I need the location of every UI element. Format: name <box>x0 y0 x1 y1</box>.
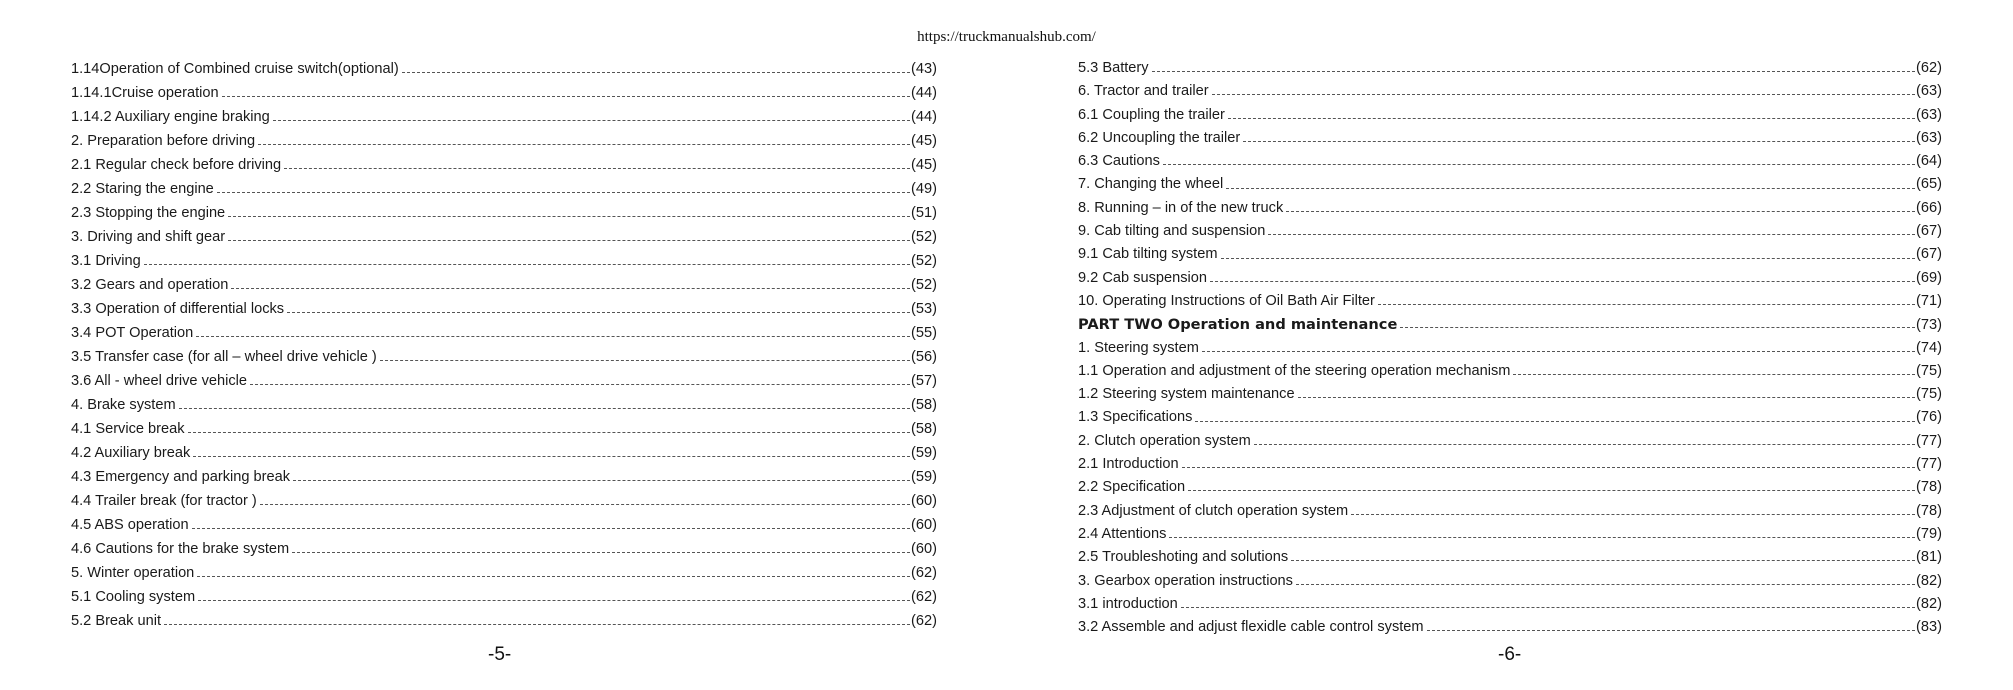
toc-entry-title: 4.2 Auxiliary break <box>71 445 191 461</box>
toc-entry-title: 6. Tractor and trailer <box>1078 83 1209 100</box>
toc-entry-title: 4.4 Trailer break (for tractor ) <box>71 493 257 509</box>
toc-entry-page: (67) <box>1916 223 1942 240</box>
toc-entry-title: 6.1 Coupling the trailer <box>1078 106 1225 123</box>
toc-entry <box>1078 430 1942 453</box>
dotted-leader <box>228 240 910 241</box>
dotted-leader <box>287 312 910 313</box>
dotted-leader <box>197 576 910 577</box>
dotted-leader <box>1202 351 1915 352</box>
toc-entry-page: (71) <box>1916 292 1942 309</box>
dotted-leader <box>273 120 910 121</box>
toc-entry-page: (45) <box>911 157 937 173</box>
toc-entry <box>1078 383 1942 406</box>
toc-entry <box>1078 360 1942 383</box>
toc-entry-page: (56) <box>911 349 937 365</box>
dotted-leader <box>293 480 910 481</box>
toc-entry <box>71 345 937 369</box>
toc-entry <box>1078 150 1942 173</box>
dotted-leader <box>402 72 910 73</box>
toc-entry-title: 1.14Operation of Combined cruise switch(optional) <box>71 61 399 77</box>
dotted-leader <box>1195 421 1915 422</box>
toc-entry <box>71 369 937 393</box>
toc-entry-page: (60) <box>911 493 937 509</box>
toc-entry-title: 2.2 Specification <box>1078 479 1186 496</box>
toc-entry-title: 2.3 Adjustment of clutch operation system <box>1078 502 1349 519</box>
dotted-leader <box>1212 94 1915 95</box>
toc-entry-title: 3.3 Operation of differential locks <box>71 301 285 317</box>
dotted-leader <box>1400 327 1915 328</box>
dotted-leader <box>1296 584 1915 585</box>
toc-entry <box>1078 593 1942 616</box>
toc-entry <box>1078 80 1942 103</box>
toc-entry <box>71 417 937 441</box>
toc-entry <box>1078 546 1942 569</box>
toc-entry-page: (51) <box>911 205 937 221</box>
toc-entry-page: (62) <box>911 565 937 581</box>
toc-entry-page: (45) <box>911 133 937 149</box>
toc-entry-page: (67) <box>1916 246 1942 263</box>
toc-entry <box>1078 127 1942 150</box>
toc-entry-page: (76) <box>1916 409 1942 426</box>
toc-entry-title: 10. Operating Instructions of Oil Bath Air Filter <box>1078 292 1375 309</box>
toc-entry-page: (74) <box>1916 339 1942 356</box>
toc-entry-title: 9. Cab tilting and suspension <box>1078 223 1266 240</box>
toc-entry <box>71 201 937 225</box>
toc-entry-title: 4.1 Service break <box>71 421 185 437</box>
toc-entry-page: (44) <box>911 109 937 125</box>
toc-entry-title: 3.2 Assemble and adjust flexidle cable control system <box>1078 619 1424 636</box>
toc-entry-page: (69) <box>1916 269 1942 286</box>
toc-entry-title: 6.3 Cautions <box>1078 153 1160 170</box>
toc-entry-page: (58) <box>911 421 937 437</box>
toc-entry-title: 2.3 Stopping the engine <box>71 205 226 221</box>
dotted-leader <box>1298 397 1915 398</box>
toc-entry-page: (62) <box>911 613 937 629</box>
toc-entry-title: 3. Gearbox operation instructions <box>1078 572 1293 589</box>
toc-entry-page: (59) <box>911 445 937 461</box>
toc-entry-page: (52) <box>911 253 937 269</box>
toc-entry-title: 2.1 Regular check before driving <box>71 157 282 173</box>
toc-entry <box>1078 453 1942 476</box>
toc-entry <box>71 489 937 513</box>
toc-entry <box>1078 220 1942 243</box>
toc-entry-page: (49) <box>911 181 937 197</box>
dotted-leader <box>188 432 910 433</box>
toc-entry <box>71 273 937 297</box>
dotted-leader <box>250 384 910 385</box>
dotted-leader <box>1188 490 1915 491</box>
toc-entry-page: (75) <box>1916 386 1942 403</box>
toc-entry-title: 5.2 Break unit <box>71 613 162 629</box>
toc-entry <box>71 321 937 345</box>
toc-entry-title: PART TWO Operation and maintenance <box>1078 316 1398 334</box>
toc-entry-title: 4.6 Cautions for the brake system <box>71 541 290 557</box>
toc-entry-title: 8. Running – in of the new truck <box>1078 199 1284 216</box>
dotted-leader <box>1378 304 1915 305</box>
toc-entry <box>71 537 937 561</box>
toc-entry <box>1078 570 1942 593</box>
toc-entry <box>71 393 937 417</box>
toc-entry-title: 2. Clutch operation system <box>1078 432 1251 449</box>
toc-entry <box>71 561 937 585</box>
dotted-leader <box>231 288 910 289</box>
dotted-leader <box>1243 141 1915 142</box>
dotted-leader <box>228 216 910 217</box>
dotted-leader <box>222 96 910 97</box>
toc-entry <box>1078 57 1942 80</box>
toc-entry-page: (55) <box>911 325 937 341</box>
page-number-left: -5- <box>488 644 512 665</box>
dotted-leader <box>164 624 910 625</box>
toc-left-column <box>71 57 937 633</box>
toc-entry-page: (64) <box>1916 153 1942 170</box>
toc-entry <box>71 297 937 321</box>
toc-entry-title: 3.6 All - wheel drive vehicle <box>71 373 248 389</box>
toc-entry-page: (79) <box>1916 525 1942 542</box>
toc-entry <box>71 609 937 633</box>
dotted-leader <box>258 144 910 145</box>
toc-entry-title: 6.2 Uncoupling the trailer <box>1078 129 1241 146</box>
dotted-leader <box>1228 118 1915 119</box>
toc-entry <box>1078 173 1942 196</box>
toc-entry-title: 5.1 Cooling system <box>71 589 196 605</box>
toc-entry-title: 2.4 Attentions <box>1078 525 1167 542</box>
toc-entry <box>71 225 937 249</box>
dotted-leader <box>1152 71 1915 72</box>
dotted-leader <box>198 600 910 601</box>
toc-entry-title: 1. Steering system <box>1078 339 1199 356</box>
dotted-leader <box>179 408 910 409</box>
page-number-right: -6- <box>1498 644 1522 665</box>
toc-entry-page: (52) <box>911 277 937 293</box>
dotted-leader <box>1427 630 1915 631</box>
toc-entry-page: (58) <box>911 397 937 413</box>
toc-entry-title: 9.2 Cab suspension <box>1078 269 1207 286</box>
toc-entry <box>1078 523 1942 546</box>
toc-entry-title: 3.1 Driving <box>71 253 141 269</box>
toc-entry-page: (60) <box>911 541 937 557</box>
toc-entry-title: 4.5 ABS operation <box>71 517 189 533</box>
dotted-leader <box>1181 607 1915 608</box>
toc-entry <box>71 129 937 153</box>
toc-entry-title: 4. Brake system <box>71 397 176 413</box>
toc-entry-title: 1.2 Steering system maintenance <box>1078 386 1295 403</box>
toc-entry-title: 1.1 Operation and adjustment of the steering operation mechanism <box>1078 362 1511 379</box>
toc-entry-title: 3.5 Transfer case (for all – wheel drive vehicle ) <box>71 349 377 365</box>
toc-entry-page: (59) <box>911 469 937 485</box>
dotted-leader <box>217 192 910 193</box>
toc-entry-page: (62) <box>911 589 937 605</box>
toc-entry-title: 3.2 Gears and operation <box>71 277 229 293</box>
toc-entry-page: (82) <box>1916 572 1942 589</box>
toc-entry <box>71 249 937 273</box>
dotted-leader <box>1291 560 1915 561</box>
toc-entry-title: 3. Driving and shift gear <box>71 229 226 245</box>
toc-entry <box>1078 104 1942 127</box>
toc-entry-page: (57) <box>911 373 937 389</box>
toc-entry <box>71 585 937 609</box>
toc-entry-page: (63) <box>1916 83 1942 100</box>
toc-entry <box>1078 290 1942 313</box>
dotted-leader <box>192 528 910 529</box>
dotted-leader <box>1221 258 1916 259</box>
toc-entry <box>1078 476 1942 499</box>
dotted-leader <box>1169 537 1915 538</box>
toc-entry <box>71 81 937 105</box>
toc-entry <box>1078 406 1942 429</box>
dotted-leader <box>1182 467 1915 468</box>
toc-entry <box>1078 243 1942 266</box>
dotted-leader <box>1513 374 1915 375</box>
toc-entry-title: 2.1 Introduction <box>1078 456 1179 473</box>
toc-entry <box>1078 313 1942 336</box>
toc-entry-page: (52) <box>911 229 937 245</box>
toc-entry-page: (60) <box>911 517 937 533</box>
toc-entry-title: 9.1 Cab tilting system <box>1078 246 1218 263</box>
dotted-leader <box>284 168 910 169</box>
toc-entry-title: 1.14.2 Auxiliary engine braking <box>71 109 270 125</box>
toc-entry <box>1078 197 1942 220</box>
toc-entry-title: 3.4 POT Operation <box>71 325 194 341</box>
toc-entry-title: 2.2 Staring the engine <box>71 181 214 197</box>
toc-entry-page: (63) <box>1916 129 1942 146</box>
toc-entry <box>71 57 937 81</box>
toc-entry-title: 1.14.1Cruise operation <box>71 85 219 101</box>
toc-entry <box>71 513 937 537</box>
toc-right-column <box>1078 57 1942 639</box>
toc-entry-title: 2. Preparation before driving <box>71 133 256 149</box>
dotted-leader <box>1254 444 1915 445</box>
toc-entry <box>1078 500 1942 523</box>
toc-entry-page: (66) <box>1916 199 1942 216</box>
toc-entry-title: 2.5 Troubleshoting and solutions <box>1078 549 1289 566</box>
dotted-leader <box>1226 188 1915 189</box>
toc-entry-page: (77) <box>1916 456 1942 473</box>
toc-entry-page: (78) <box>1916 502 1942 519</box>
header-url: https://truckmanualshub.com/ <box>917 29 1096 45</box>
toc-entry-title: 1.3 Specifications <box>1078 409 1193 426</box>
dotted-leader <box>1286 211 1915 212</box>
toc-entry <box>71 177 937 201</box>
toc-entry-page: (82) <box>1916 595 1942 612</box>
dotted-leader <box>193 456 910 457</box>
toc-entry-title: 4.3 Emergency and parking break <box>71 469 291 485</box>
toc-entry-page: (81) <box>1916 549 1942 566</box>
toc-entry-title: 3.1 introduction <box>1078 595 1178 612</box>
toc-entry-page: (62) <box>1916 60 1942 76</box>
toc-entry-title: 7. Changing the wheel <box>1078 176 1224 193</box>
dotted-leader <box>292 552 910 553</box>
dotted-leader <box>380 360 910 361</box>
toc-entry-page: (78) <box>1916 479 1942 496</box>
toc-entry <box>1078 616 1942 639</box>
toc-entry-page: (77) <box>1916 432 1942 449</box>
dotted-leader <box>196 336 910 337</box>
toc-entry-page: (63) <box>1916 106 1942 123</box>
toc-entry-page: (44) <box>911 85 937 101</box>
toc-entry-title: 5. Winter operation <box>71 565 195 581</box>
toc-entry-page: (73) <box>1916 317 1942 334</box>
toc-entry-page: (43) <box>911 61 937 77</box>
toc-entry-page: (65) <box>1916 176 1942 193</box>
toc-entry <box>71 105 937 129</box>
toc-entry <box>1078 337 1942 360</box>
toc-entry-title: 5.3 Battery <box>1078 60 1149 76</box>
dotted-leader <box>144 264 910 265</box>
dotted-leader <box>260 504 910 505</box>
dotted-leader <box>1268 234 1915 235</box>
dotted-leader <box>1351 514 1915 515</box>
toc-entry <box>1078 267 1942 290</box>
dotted-leader <box>1163 164 1915 165</box>
toc-entry <box>71 153 937 177</box>
toc-entry <box>71 465 937 489</box>
toc-entry-page: (53) <box>911 301 937 317</box>
toc-entry-page: (75) <box>1916 362 1942 379</box>
toc-entry <box>71 441 937 465</box>
dotted-leader <box>1210 281 1915 282</box>
toc-entry-page: (83) <box>1916 619 1942 636</box>
